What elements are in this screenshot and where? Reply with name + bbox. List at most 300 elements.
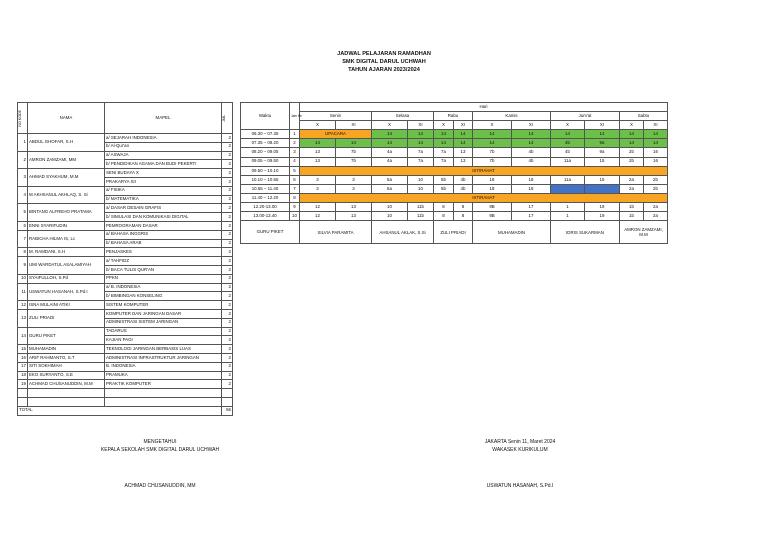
teacher-name: GURU PIKET: [28, 327, 105, 345]
subject-name: b/ BACA TULIS QUR'AN: [105, 265, 222, 274]
class-cell: [585, 184, 620, 193]
total-row: [18, 406, 233, 415]
doc-title-1: JADWAL PELAJARAN RAMADHAN: [337, 51, 431, 57]
class-cell: 1b: [620, 203, 644, 212]
hours-count: 2: [222, 221, 233, 230]
class-cell: 13: [336, 203, 372, 212]
schedule-class-row: [241, 121, 668, 130]
header-jp-text: JML: [222, 114, 226, 122]
subject-name: SISTEM KOMPUTER: [105, 301, 222, 310]
blank-cell: [105, 389, 222, 398]
hours-count: 2: [222, 274, 233, 283]
class-cell: 8: [434, 212, 454, 221]
class-cell: 14: [585, 130, 620, 139]
subject-name: PPKN: [105, 274, 222, 283]
schedule-row: [241, 193, 668, 202]
class-cell: 18: [512, 184, 551, 193]
teacher-name: ZULI PRIADI: [28, 309, 105, 327]
class-cell: 5b: [434, 175, 454, 184]
day-header: Rabu: [434, 112, 473, 121]
class-xi-header: XI: [454, 121, 473, 130]
hours-count: 2: [222, 309, 233, 318]
table-row: [18, 309, 233, 318]
subject-name: PEMROGRAMAN DASAR: [105, 221, 222, 230]
class-cell: 11b: [408, 203, 434, 212]
time-slot: 07.35 – 08.20: [241, 139, 290, 148]
doc-title-2: SMK DIGITAL DARUL UCHWAH: [342, 59, 426, 65]
time-slot: 12.20-13.00: [241, 203, 290, 212]
subject-name: a/ TAHFIDZ: [105, 257, 222, 266]
sign-right-line2: WAKASEK KURIKULUM: [492, 447, 548, 453]
hours-count: 2: [222, 142, 233, 151]
period-number: 9: [290, 203, 300, 212]
class-xi-header: XI: [512, 121, 551, 130]
piket-row: [241, 221, 668, 244]
time-slot: 10.10 – 10.55: [241, 175, 290, 184]
piket-teacher: AMRON ZAMZAMI, M.M: [620, 221, 668, 244]
time-slot: 06.30 – 07.35: [241, 130, 290, 139]
subject-name: ADMINISTRASI INFRASTRUKTUR JARINGAN: [105, 353, 222, 362]
class-cell: 7a: [434, 157, 454, 166]
table-row: [18, 151, 233, 160]
subject-name: PRAKTIK KOMPUTER: [105, 380, 222, 389]
class-cell: 1b: [620, 212, 644, 221]
class-cell: 7a: [434, 148, 454, 157]
hours-count: 2: [222, 169, 233, 178]
schedule-table: [240, 102, 668, 244]
piket-teacher: IDRIS SUKARMAN: [551, 221, 620, 244]
class-cell: 14: [551, 130, 585, 139]
hours-count: 2: [222, 257, 233, 266]
hours-count: 2: [222, 134, 233, 143]
teacher-number: 2: [18, 151, 28, 169]
hours-count: 2: [222, 239, 233, 248]
class-cell: 14: [512, 130, 551, 139]
sign-right-line1: JAKARTA Senin 11, Maret 2024: [484, 439, 556, 445]
hours-count: 2: [222, 151, 233, 160]
schedule-days-row: [241, 112, 668, 121]
period-number: 8: [290, 193, 300, 202]
class-cell: 4a: [372, 148, 408, 157]
time-slot: 11.40 – 12.20: [241, 193, 290, 202]
teacher-name: AMRON ZAMZAMI, MM: [28, 151, 105, 169]
period-number: 1: [290, 130, 300, 139]
class-cell: 11a: [551, 157, 585, 166]
table-row: [18, 186, 233, 195]
table-row: [18, 327, 233, 336]
table-row: [18, 134, 233, 143]
istirahat-cell: ISTIRAHAT: [300, 193, 668, 202]
time-slot: 13.00-13.40: [241, 212, 290, 221]
class-cell: 3: [336, 184, 372, 193]
class-cell: 14: [454, 139, 473, 148]
class-cell: 4b: [454, 175, 473, 184]
hours-count: 2: [222, 213, 233, 222]
hours-count: 2: [222, 186, 233, 195]
teacher-name: ARIF RAHMANTO, S.T: [28, 353, 105, 362]
istirahat-cell: ISTIRAHAT: [300, 166, 668, 175]
class-cell: 4b: [512, 148, 551, 157]
time-slot: 10.55 – 11.40: [241, 184, 290, 193]
class-cell: 2b: [620, 148, 644, 157]
subject-name: b/ PENDIDIKAN AGAMA DAN BUDI PEKERTI: [105, 160, 222, 169]
schedule-row: [241, 148, 668, 157]
class-cell: 14: [473, 139, 512, 148]
class-cell: 10: [408, 184, 434, 193]
header-no: [18, 103, 28, 134]
class-cell: 7b: [336, 148, 372, 157]
table-row: [18, 362, 233, 371]
total-label: TOTAL: [18, 406, 222, 415]
teacher-name: ACHMAD CHUSANUDDIN, M.M: [28, 380, 105, 389]
class-x-header: X: [372, 121, 408, 130]
class-cell: 13: [454, 148, 473, 157]
class-xi-header: XI: [336, 121, 372, 130]
table-row: [18, 248, 233, 257]
header-waktu: Waktu: [241, 103, 290, 130]
sign-right-name: USWATUN HASANAH, S.Pd.I: [486, 483, 554, 489]
hours-count: 2: [222, 345, 233, 354]
class-x-header: X: [434, 121, 454, 130]
table-row: [18, 345, 233, 354]
teacher-name: AHMAD SYAKHUM, M.M: [28, 169, 105, 187]
class-cell: 10: [372, 203, 408, 212]
class-x-header: X: [300, 121, 336, 130]
hours-count: 2: [222, 362, 233, 371]
class-cell: 14: [408, 139, 434, 148]
subject-name: TADARUS: [105, 327, 222, 336]
class-x-header: X: [551, 121, 585, 130]
teacher-name: ISNA MULAINI ATIKI: [28, 301, 105, 310]
class-cell: 14: [512, 139, 551, 148]
header-jp: [222, 103, 233, 134]
hours-count: 2: [222, 301, 233, 310]
teacher-name: ABDUL GHOFAR, S.H: [28, 134, 105, 152]
class-cell: 14: [644, 139, 668, 148]
class-cell: 1: [551, 212, 585, 221]
subject-name: a/ ASWAJA: [105, 151, 222, 160]
class-cell: 9B: [473, 203, 512, 212]
class-cell: 14: [434, 130, 454, 139]
period-number: 2: [290, 139, 300, 148]
schedule-row: [241, 212, 668, 221]
class-cell: 13: [300, 157, 336, 166]
class-cell: 14: [620, 139, 644, 148]
table-row: [18, 257, 233, 266]
teacher-number: 16: [18, 353, 28, 362]
class-cell: 13: [300, 148, 336, 157]
subject-name: a/ B. INDONESIA: [105, 283, 222, 292]
class-cell: 7b: [473, 157, 512, 166]
blank-cell: [28, 397, 105, 406]
blank-cell: [18, 397, 28, 406]
table-row: [18, 204, 233, 213]
schedule-row: [241, 184, 668, 193]
class-cell: 13: [454, 157, 473, 166]
class-cell: 14: [336, 139, 372, 148]
class-cell: 1: [551, 203, 585, 212]
doc-title-3: TAHUN AJARAN 2023/2024: [348, 67, 420, 73]
sign-left-line1: MENGETAHUI: [143, 439, 177, 445]
teacher-number: 13: [18, 309, 28, 327]
subject-name: KOMPUTER DAN JARINGAN DASAR: [105, 309, 222, 318]
class-cell: 17: [512, 203, 551, 212]
class-xi-header: XI: [408, 121, 434, 130]
class-cell: 18: [473, 184, 512, 193]
day-header: Selasa: [372, 112, 434, 121]
class-cell: [551, 184, 585, 193]
class-cell: 4a: [372, 157, 408, 166]
teacher-name: EKO SURYANTO, S.E: [28, 371, 105, 380]
piket-label: GURU PIKET: [241, 221, 300, 244]
class-cell: 14: [473, 130, 512, 139]
hours-count: 2: [222, 327, 233, 336]
sign-left-name: ACHMAD CHUSANUDDIN, MM: [124, 483, 196, 489]
subject-name: SENI BUDAYA X: [105, 169, 222, 178]
hours-count: 2: [222, 160, 233, 169]
class-cell: 9a: [585, 139, 620, 148]
teacher-number: 5: [18, 204, 28, 222]
teacher-name: ENNI SYARIFUDIN: [28, 221, 105, 230]
upacara-cell: UPACARA: [300, 130, 372, 139]
period-number: 3: [290, 148, 300, 157]
class-cell: 2b: [620, 157, 644, 166]
class-xi-header: XI: [644, 121, 668, 130]
class-cell: 2a: [620, 175, 644, 184]
class-cell: 7a: [408, 148, 434, 157]
teacher-number: 11: [18, 283, 28, 301]
class-cell: 4b: [551, 139, 585, 148]
period-number: 6: [290, 175, 300, 184]
teacher-name: SYAIFULLOH, S.Pd: [28, 274, 105, 283]
class-x-header: X: [473, 121, 512, 130]
schedule-row: [241, 139, 668, 148]
header-hari: Hari: [300, 103, 668, 112]
table-row: [18, 274, 233, 283]
class-x-header: X: [620, 121, 644, 130]
class-cell: 16: [644, 148, 668, 157]
class-cell: 8: [454, 212, 473, 221]
subject-name: b/ SIMULASI DAN KOMUNIKASI DIGITAL: [105, 213, 222, 222]
hours-count: 2: [222, 318, 233, 327]
schedule-row: [241, 166, 668, 175]
teacher-name: RABICHA HILMA IS, Lc: [28, 230, 105, 248]
subject-name: a/ FISIKA: [105, 186, 222, 195]
hours-count: 2: [222, 265, 233, 274]
class-cell: 15: [585, 175, 620, 184]
class-cell: 5b: [434, 184, 454, 193]
hours-count: 2: [222, 283, 233, 292]
class-cell: 16: [644, 157, 668, 166]
teacher-number: 8: [18, 248, 28, 257]
class-cell: 2b: [644, 184, 668, 193]
hours-count: 2: [222, 336, 233, 345]
teacher-number: 7: [18, 230, 28, 248]
class-cell: 11b: [408, 212, 434, 221]
total-value: 56: [222, 406, 233, 415]
blank-cell: [222, 397, 233, 406]
class-cell: 14: [454, 130, 473, 139]
table-row: [18, 353, 233, 362]
piket-teacher: AHSANUL AKLAK, S.Si: [372, 221, 434, 244]
blank-cell: [18, 389, 28, 398]
class-cell: 2a: [620, 184, 644, 193]
class-cell: 2a: [644, 203, 668, 212]
class-xi-header: XI: [585, 121, 620, 130]
schedule-row: [241, 203, 668, 212]
header-nama: NAMA: [28, 103, 105, 134]
hours-count: 2: [222, 371, 233, 380]
class-cell: 2b: [644, 175, 668, 184]
blank-cell: [222, 389, 233, 398]
subject-name: b/ BAHASA ARAB: [105, 239, 222, 248]
table-row: [18, 221, 233, 230]
class-cell: 3: [336, 175, 372, 184]
teacher-number: 18: [18, 371, 28, 380]
class-cell: 4b: [551, 148, 585, 157]
piket-teacher: MUHAMADIN: [473, 221, 551, 244]
hours-count: 2: [222, 195, 233, 204]
teacher-number: 12: [18, 301, 28, 310]
subject-name: a/ DASAR DESAIN GRAFIS: [105, 204, 222, 213]
schedule-row: [241, 130, 668, 139]
hours-count: 2: [222, 353, 233, 362]
subject-name: a/ BAHASA INGGRIS: [105, 230, 222, 239]
teacher-name: USWATUN HASANAH, S.Pd.I: [28, 283, 105, 301]
time-slot: 09.05 – 09.50: [241, 157, 290, 166]
hours-count: 2: [222, 292, 233, 301]
class-cell: 7b: [336, 157, 372, 166]
class-cell: 12: [300, 212, 336, 221]
subject-name: ADMINISTRASI SISTEM JARINGAN: [105, 318, 222, 327]
time-slot: 08.20 – 09.05: [241, 148, 290, 157]
teacher-number: 4: [18, 186, 28, 204]
class-cell: 8: [434, 203, 454, 212]
teacher-subject-table: [17, 102, 233, 416]
hours-count: 2: [222, 204, 233, 213]
hours-count: 2: [222, 230, 233, 239]
class-cell: 4b: [512, 157, 551, 166]
class-cell: 7a: [408, 157, 434, 166]
teacher-name: UMI WARDATUL ASALAMIYAH: [28, 257, 105, 275]
table-row: [18, 301, 233, 310]
class-cell: 14: [300, 139, 336, 148]
subject-name: PRAMUKA: [105, 371, 222, 380]
day-header: Sabtu: [620, 112, 668, 121]
class-cell: 17: [512, 212, 551, 221]
teacher-number: 3: [18, 169, 28, 187]
period-number: 5: [290, 166, 300, 175]
table-row: [18, 380, 233, 389]
class-cell: 7b: [473, 148, 512, 157]
day-header: Jum'at: [551, 112, 620, 121]
teacher-number: 17: [18, 362, 28, 371]
class-cell: 11a: [551, 175, 585, 184]
class-cell: 14: [620, 130, 644, 139]
header-mapel: MAPEL: [105, 103, 222, 134]
subject-name: PRAKARYA XII: [105, 177, 222, 186]
table-row: [18, 371, 233, 380]
class-cell: 18: [473, 175, 512, 184]
class-cell: 5a: [372, 184, 408, 193]
blank-cell: [105, 397, 222, 406]
teacher-name: BINTANG ALFREHO PRATAMA: [28, 204, 105, 222]
subject-name: b/ MATEMATIKA: [105, 195, 222, 204]
time-slot: 09.50 – 10.10: [241, 166, 290, 175]
class-cell: 14: [408, 130, 434, 139]
sign-left-line2: KEPALA SEKOLAH SMK DIGITAL DARUL UCHWAH: [100, 447, 220, 453]
subject-name: KAJIAN PAGI: [105, 336, 222, 345]
period-number: 10: [290, 212, 300, 221]
class-cell: 9B: [473, 212, 512, 221]
period-number: 4: [290, 157, 300, 166]
class-cell: 12: [300, 203, 336, 212]
blank-row: [18, 389, 233, 398]
teacher-number: 15: [18, 345, 28, 354]
class-cell: 2a: [644, 212, 668, 221]
subject-name: PENJASKES: [105, 248, 222, 257]
class-cell: 15: [585, 157, 620, 166]
piket-teacher: ZULI PRIADI: [434, 221, 473, 244]
subject-name: B. INDONESIA: [105, 362, 222, 371]
table-header-row: [18, 103, 233, 134]
class-cell: 13: [336, 212, 372, 221]
blank-row: [18, 397, 233, 406]
class-cell: 14: [372, 139, 408, 148]
table-row: [18, 230, 233, 239]
teacher-number: 19: [18, 380, 28, 389]
hours-count: 2: [222, 248, 233, 257]
table-row: [18, 283, 233, 292]
period-number: 7: [290, 184, 300, 193]
teacher-name: MUHAMADIN: [28, 345, 105, 354]
teacher-name: M AKHSANUL AKHLAQ, S. Si: [28, 186, 105, 204]
class-cell: 4b: [454, 184, 473, 193]
class-cell: 19: [585, 203, 620, 212]
subject-name: b/ BIMBINGAN KONSELING: [105, 292, 222, 301]
subject-name: b/ Al-Qur'an: [105, 142, 222, 151]
class-cell: 3: [300, 175, 336, 184]
subject-name: TEKNOLOGI JARINGAN BERBASIS LUAS: [105, 345, 222, 354]
class-cell: 3: [300, 184, 336, 193]
hours-count: 2: [222, 177, 233, 186]
class-cell: 14: [644, 130, 668, 139]
teacher-name: SITI SOKHIMAH: [28, 362, 105, 371]
subject-name: a/ SEJARAH INDONESIA: [105, 134, 222, 143]
class-cell: 19: [585, 212, 620, 221]
class-cell: 9a: [585, 148, 620, 157]
hours-count: 2: [222, 380, 233, 389]
class-cell: 14: [434, 139, 454, 148]
header-no-text: NO KODE: [18, 109, 22, 127]
schedule-header-row: [241, 103, 668, 112]
teacher-number: 6: [18, 221, 28, 230]
class-cell: 10: [372, 212, 408, 221]
schedule-row: [241, 157, 668, 166]
blank-cell: [28, 389, 105, 398]
teacher-number: 1: [18, 134, 28, 152]
teacher-number: 10: [18, 274, 28, 283]
table-row: [18, 169, 233, 178]
piket-teacher: SILVIA PARAMITA: [300, 221, 372, 244]
class-cell: 14: [372, 130, 408, 139]
class-cell: 10: [408, 175, 434, 184]
day-header: Senin: [300, 112, 372, 121]
class-cell: 5a: [372, 175, 408, 184]
class-cell: 8: [454, 203, 473, 212]
schedule-row: [241, 175, 668, 184]
header-jam-ke: Jam Ke: [290, 103, 300, 130]
